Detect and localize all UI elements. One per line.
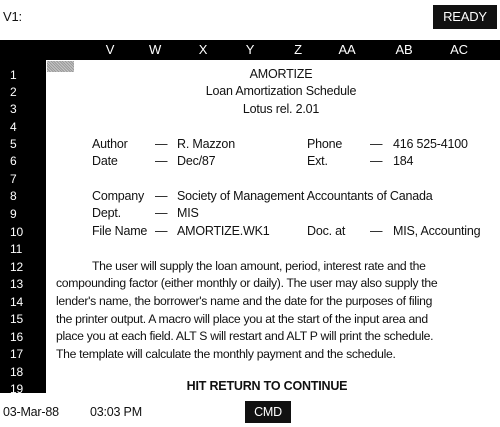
row-label[interactable]: 12 — [10, 260, 23, 274]
row-label[interactable]: 4 — [10, 120, 17, 134]
phone-label: Phone — [307, 137, 343, 151]
status-date: 03-Mar-88 — [3, 405, 59, 419]
column-label-x[interactable]: X — [198, 42, 208, 57]
dept-dash: — — [155, 206, 168, 220]
column-label-w[interactable]: W — [148, 42, 162, 57]
row-label[interactable]: 8 — [10, 189, 17, 203]
row-label[interactable]: 18 — [10, 365, 23, 379]
filename-value: AMORTIZE.WK1 — [177, 224, 270, 238]
row-label[interactable]: 5 — [10, 137, 17, 151]
author-label: Author — [92, 137, 128, 151]
description-line: The user will supply the loan amount, period, interest rate and the — [92, 259, 426, 273]
row-label[interactable]: 14 — [10, 295, 23, 309]
column-header — [0, 40, 500, 60]
column-label-ac[interactable]: AC — [450, 42, 468, 57]
phone-dash: — — [370, 137, 383, 151]
description-line: place you at each field. ALT S will restart and ALT P will print the schedule. — [56, 329, 434, 343]
row-label[interactable]: 6 — [10, 154, 17, 168]
mode-indicator: READY — [433, 5, 497, 29]
column-label-y[interactable]: Y — [245, 42, 255, 57]
docat-value: MIS, Accounting — [393, 224, 481, 238]
filename-dash: — — [155, 224, 168, 238]
column-label-aa[interactable]: AA — [338, 42, 356, 57]
cell-cursor[interactable] — [47, 61, 74, 72]
dept-value: MIS — [177, 206, 199, 220]
row-header — [0, 60, 46, 396]
row-label[interactable]: 1 — [10, 68, 17, 82]
row-label[interactable]: 7 — [10, 172, 17, 186]
row-label[interactable]: 9 — [10, 207, 17, 221]
sheet-version: Lotus rel. 2.01 — [242, 102, 320, 116]
company-value: Society of Management Accountants of Canada — [177, 189, 433, 203]
sheet-subtitle: Loan Amortization Schedule — [205, 84, 357, 98]
spreadsheet-grid[interactable] — [0, 40, 500, 396]
ext-label: Ext. — [307, 154, 328, 168]
company-label: Company — [92, 189, 145, 203]
ext-value: 184 — [393, 154, 414, 168]
filename-label: File Name — [92, 224, 148, 238]
row-label[interactable]: 11 — [10, 242, 23, 256]
row-label[interactable]: 15 — [10, 312, 23, 326]
cell-reference: V1: — [3, 9, 22, 24]
continue-prompt: HIT RETURN TO CONTINUE — [186, 379, 348, 393]
row-label[interactable]: 2 — [10, 85, 17, 99]
docat-label: Doc. at — [307, 224, 346, 238]
row-label[interactable]: 10 — [10, 225, 23, 239]
author-value: R. Mazzon — [177, 137, 235, 151]
row-label[interactable]: 13 — [10, 277, 23, 291]
row-label[interactable]: 16 — [10, 330, 23, 344]
company-dash: — — [155, 189, 168, 203]
status-time: 03:03 PM — [90, 405, 142, 419]
column-label-z[interactable]: Z — [294, 42, 302, 57]
date-label: Date — [92, 154, 118, 168]
description-line: The template will calculate the monthly payment and the schedule. — [56, 347, 396, 361]
ext-dash: — — [370, 154, 383, 168]
author-dash: — — [155, 137, 168, 151]
date-value: Dec/87 — [177, 154, 216, 168]
dept-label: Dept. — [92, 206, 121, 220]
cmd-indicator: CMD — [245, 401, 291, 423]
description-line: compounding factor (either monthly or daily). The user may also supply the — [56, 276, 438, 290]
docat-dash: — — [370, 224, 383, 238]
description-line: the printer output. A macro will place you at the start of the input area and — [56, 312, 428, 326]
description-line: lender's name, the borrower's name and the date for the purposes of filing — [56, 294, 433, 308]
row-label[interactable]: 19 — [10, 382, 23, 396]
phone-value: 416 525-4100 — [393, 137, 468, 151]
date-dash: — — [155, 154, 168, 168]
column-label-v[interactable]: V — [105, 42, 115, 57]
row-label[interactable]: 17 — [10, 347, 23, 361]
sheet-title: AMORTIZE — [249, 67, 313, 81]
row-label[interactable]: 3 — [10, 102, 17, 116]
column-label-ab[interactable]: AB — [395, 42, 413, 57]
